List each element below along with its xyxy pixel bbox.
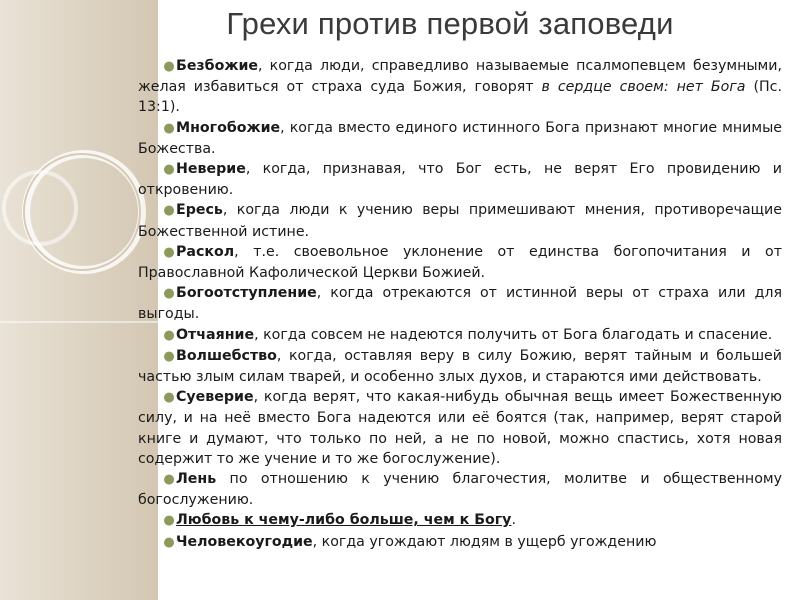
item-text: . — [511, 512, 516, 529]
bullet-icon: ● — [163, 513, 175, 529]
decorative-side-panel — [0, 0, 158, 600]
item-text: по отношению к учению благочестия, молитве и общественному богослужению. — [138, 471, 782, 509]
list-item — [138, 242, 782, 283]
bullet-icon: ● — [163, 162, 175, 178]
item-text: , когда отрекаются от истинной веры от страха или для выгоды. — [138, 285, 782, 323]
item-term: Безбожие — [176, 58, 259, 74]
item-term: Лень — [176, 471, 217, 488]
decorative-rings-graphic — [0, 0, 158, 600]
item-term: Человекоугодие — [176, 533, 313, 550]
item-term: Раскол — [176, 243, 235, 260]
bullet-icon: ● — [163, 286, 175, 302]
list-item — [138, 118, 782, 159]
item-text: , когда верят, что какая-нибудь обычная вещь имеет Божественную силу, и на неё вместо Бога надеются или её боятся (так, например, верят старой книге и думают, что только по ней, а не по новой, можно спастись, хотя новая содержит то же учение и то же богослужение). — [138, 389, 782, 467]
slide-title: Грехи против первой заповеди — [226, 6, 674, 41]
item-text: , когда, оставляя веру в силу Божию, верят тайным и большей частью злым силам тварей, и особенно злых духов, и стараются ими действовать. — [138, 347, 782, 386]
bullet-icon: ● — [163, 244, 175, 260]
bullet-icon: ● — [163, 203, 175, 219]
item-term: Богоотступление — [176, 285, 317, 302]
item-text: , когда угождают людям в ущерб угождению — [312, 533, 657, 550]
item-term: Суеверие — [176, 389, 254, 406]
list-item — [138, 532, 782, 553]
list-item — [138, 159, 782, 200]
item-text: , когда люди к учению веры примешивают мнения, противоречащие Божественной истине. — [138, 202, 782, 240]
bullet-icon: ● — [163, 390, 175, 406]
sins-list — [138, 56, 782, 553]
list-item — [138, 346, 782, 387]
list-item — [138, 387, 782, 469]
item-text: , когда вместо единого истинного Бога признают многие мнимые Божества. — [138, 119, 782, 157]
item-term: Неверие — [176, 161, 246, 178]
item-term: Волшебство — [176, 347, 277, 364]
item-quote: в сердце своем: нет Бога — [541, 79, 746, 96]
item-term: Отчаяние — [176, 326, 255, 343]
item-text: , когда, признавая, что Бог есть, не верят Его провидению и откровению. — [138, 161, 782, 199]
item-term: Любовь к чему-либо больше, чем к Богу — [176, 512, 512, 529]
bullet-icon: ● — [163, 472, 175, 488]
bullet-icon: ● — [163, 59, 175, 74]
list-item — [138, 325, 782, 346]
list-item — [138, 510, 782, 531]
bullet-icon: ● — [163, 327, 175, 343]
list-item — [138, 283, 782, 324]
item-text: , т.е. своевольное уклонение от единства богопочитания и от Православной Кафолической Церкви Божией. — [138, 243, 782, 282]
item-term: Ересь — [176, 202, 223, 219]
list-item — [138, 469, 782, 510]
list-item — [138, 200, 782, 241]
bullet-icon: ● — [163, 120, 175, 136]
item-text: , когда люди, справедливо называемые псалмопевцем безумными, желая избавиться от страха суда Божия, говорят — [138, 58, 782, 96]
item-term: Многобожие — [176, 119, 281, 136]
bullet-icon: ● — [163, 534, 175, 550]
item-text-tail: (Пс. 13:1). — [138, 79, 782, 116]
bullet-icon: ● — [163, 348, 175, 364]
item-text: , когда совсем не надеются получить от Бога благодать и спасение. — [254, 326, 773, 343]
list-item — [138, 56, 782, 118]
